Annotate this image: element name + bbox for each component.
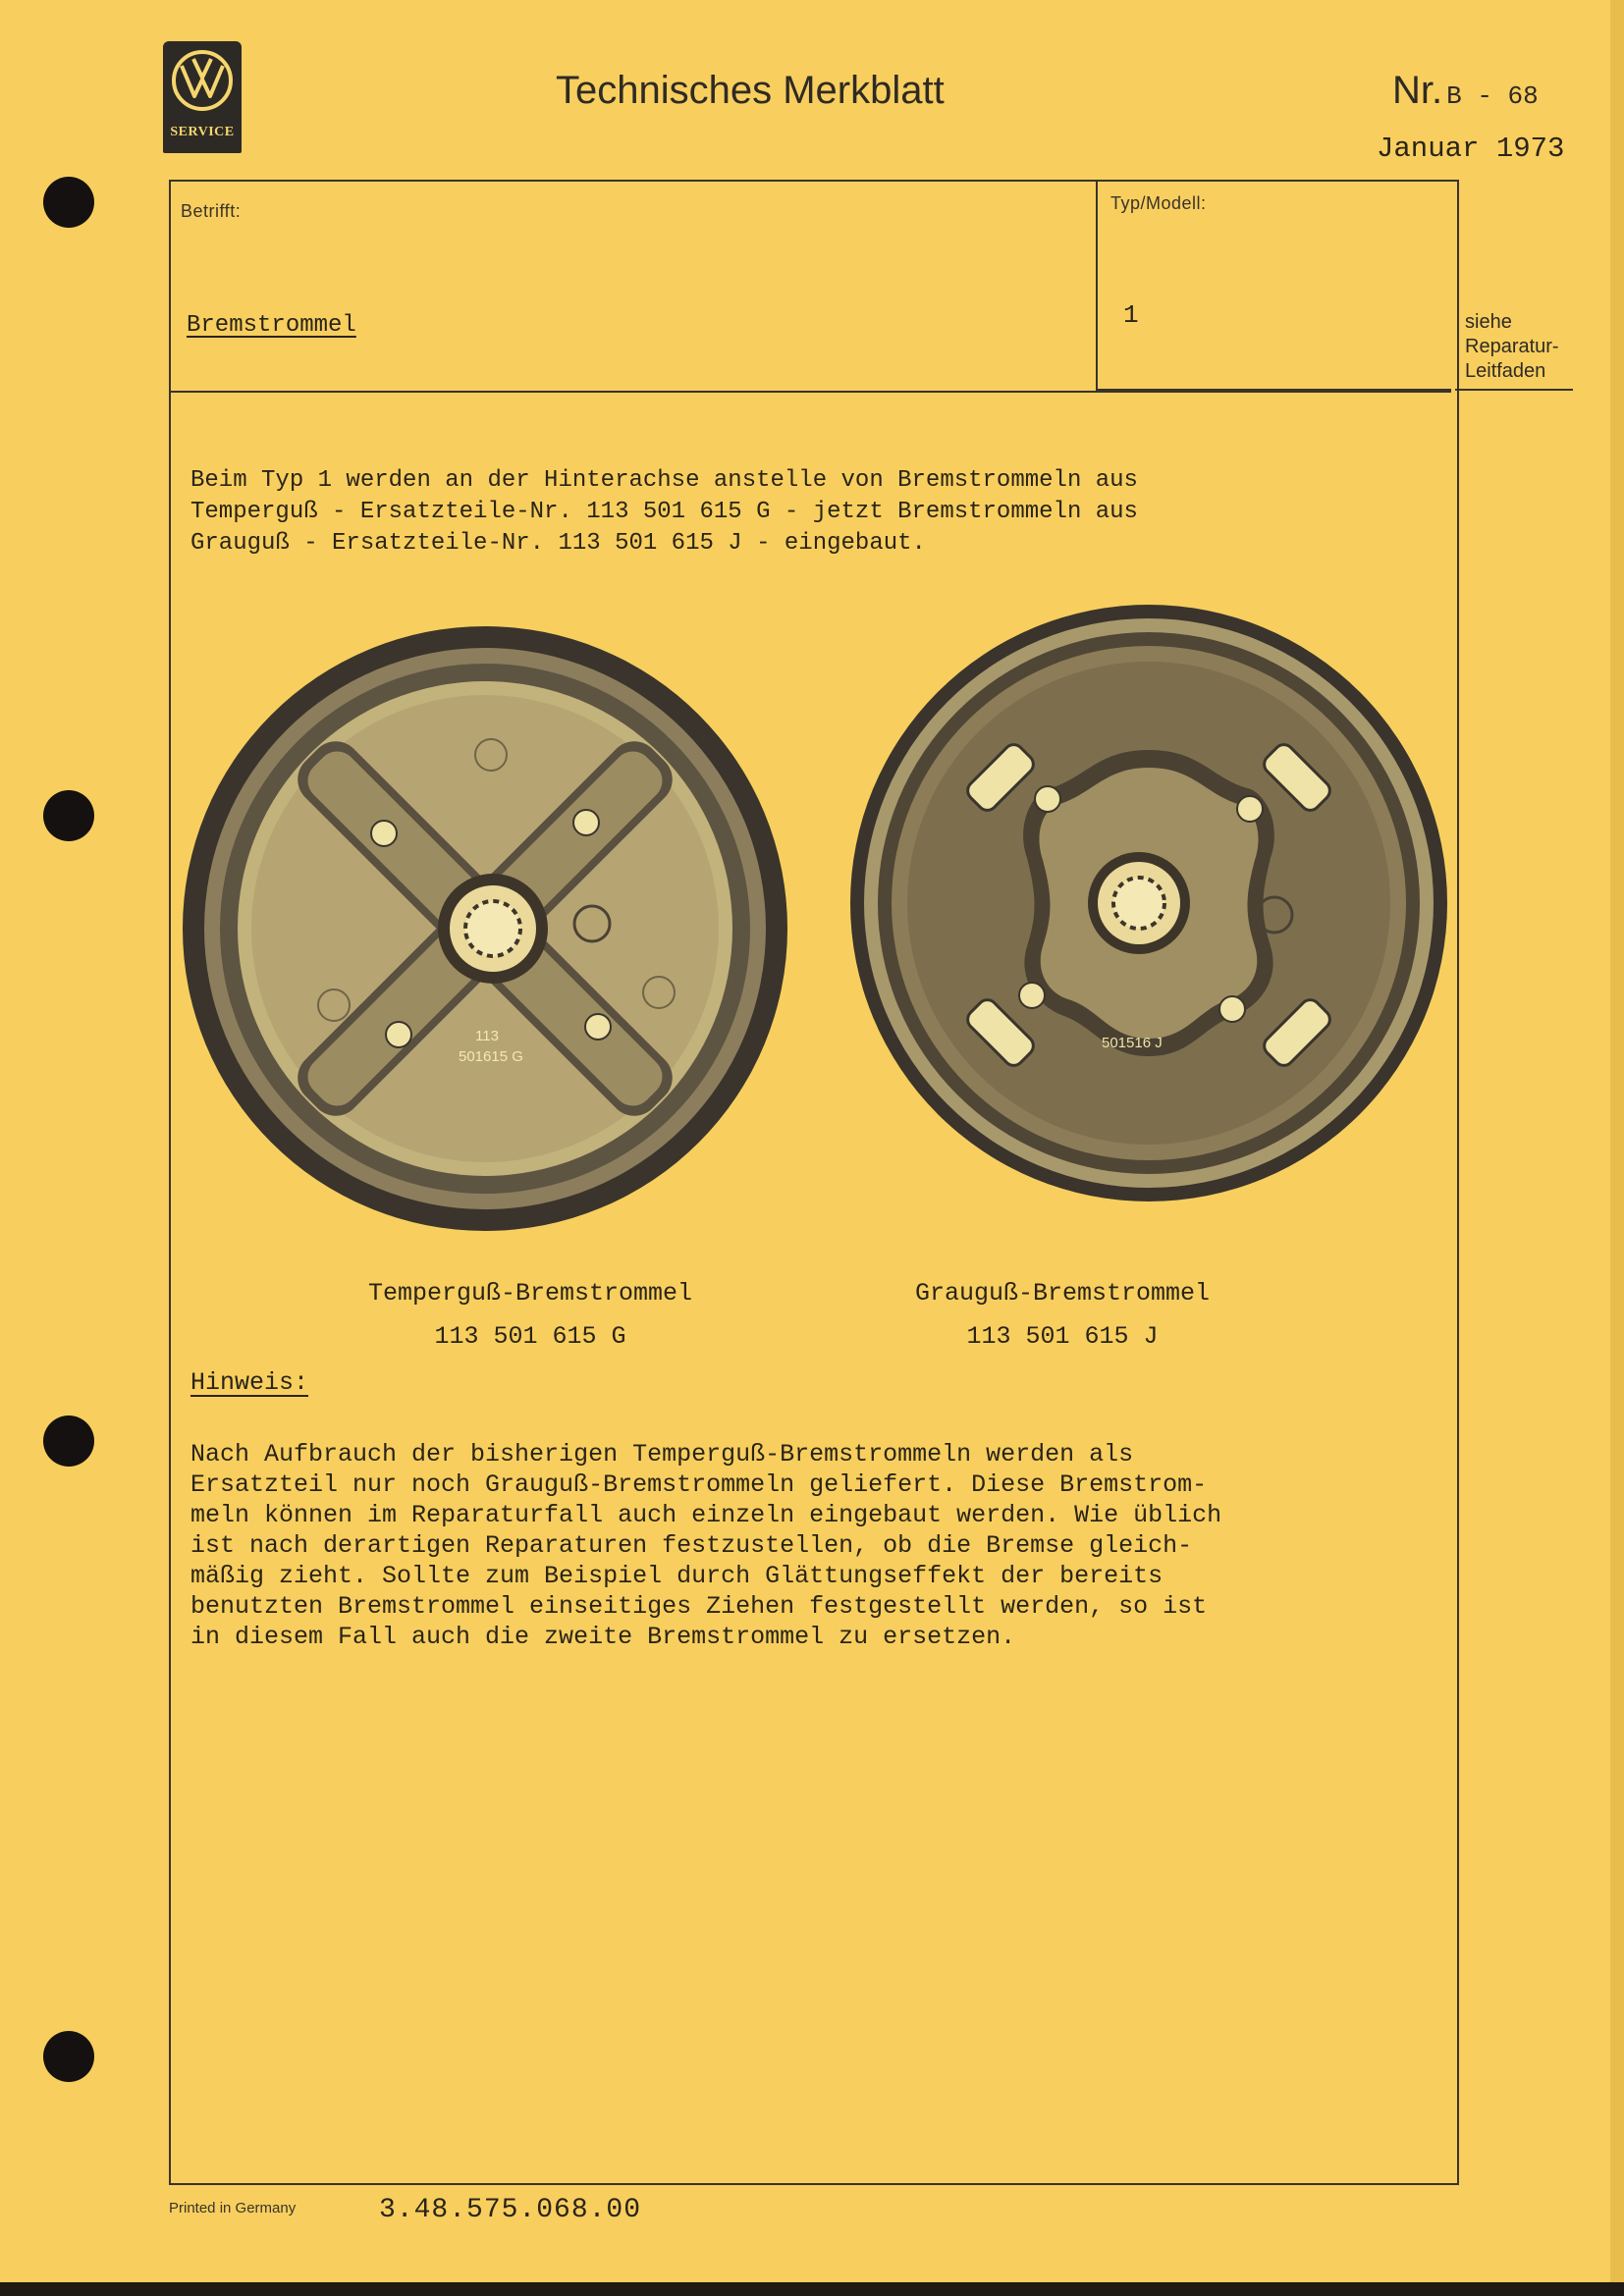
typ-modell-label: Typ/Modell: bbox=[1110, 193, 1207, 213]
temperguss-drum-image bbox=[181, 624, 789, 1233]
side-note: siehe Reparatur- Leitfaden bbox=[1465, 311, 1559, 382]
drum-stamp-text: 113 bbox=[475, 1028, 499, 1044]
document-code: 3.48.575.068.00 bbox=[379, 2195, 642, 2225]
page-edge bbox=[1610, 0, 1624, 2296]
drum-stamp-text: 501516 J bbox=[1102, 1035, 1163, 1051]
punch-hole bbox=[43, 790, 94, 841]
betrifft-label: Betrifft: bbox=[181, 201, 242, 221]
header-column-divider bbox=[1096, 180, 1098, 391]
figure-caption-title: Temperguß-Bremstrommel bbox=[367, 1279, 693, 1308]
scan-bottom-edge bbox=[0, 2282, 1624, 2296]
printed-in-label: Printed in Germany bbox=[169, 2200, 297, 2216]
document-date: Januar 1973 bbox=[1377, 133, 1565, 165]
side-note-rule bbox=[1455, 389, 1573, 391]
figure-caption-part: 113 501 615 G bbox=[434, 1322, 626, 1351]
intro-paragraph: Beim Typ 1 werden an der Hinterachse anstelle von Bremstrommeln aus Temperguß - Ersatzteile-Nr. 113 501 615 G - jetzt Bremstrommeln aus Grauguß - Ersatzteile-Nr. 113 501 615 J - eingebaut. bbox=[190, 467, 1138, 557]
drum-stamp-text: 501615 G bbox=[459, 1048, 523, 1065]
figure-caption bbox=[324, 1272, 736, 1359]
grauguss-drum-image bbox=[848, 603, 1449, 1203]
document-title: Technisches Merkblatt bbox=[556, 69, 945, 112]
figure-caption bbox=[856, 1272, 1269, 1359]
figure-caption-part: 113 501 615 J bbox=[966, 1322, 1159, 1351]
document-number bbox=[1392, 69, 1539, 113]
header-divider bbox=[1096, 389, 1451, 391]
nr-value: B - 68 bbox=[1446, 81, 1539, 111]
logo-service-text: SERVICE bbox=[170, 125, 235, 139]
betrifft-value: Bremstrommel bbox=[187, 312, 356, 339]
figure-caption-title: Grauguß-Bremstrommel bbox=[914, 1279, 1211, 1308]
nr-label: Nr. bbox=[1392, 69, 1443, 112]
punch-hole bbox=[43, 177, 94, 228]
vw-service-logo bbox=[163, 41, 242, 153]
punch-hole bbox=[43, 1415, 94, 1467]
note-paragraph: Nach Aufbrauch der bisherigen Temperguß-Bremstrommeln werden als Ersatzteil nur noch Grauguß-Bremstrommeln geliefert. Diese Bremstrom- meln können im Reparaturfall auch einzeln eingebaut werden. Wie üblich ist nach derartigen Reparaturen festzustellen, ob die Bremse gleich- mäßig zieht. Sollte zum Beispiel durch Glättungseffekt der bereits benutzten Bremstrommel einseitiges Ziehen festgestellt werden, so ist in diesem Fall auch die zweite Bremstrommel zu ersetzen. bbox=[190, 1440, 1222, 1651]
header-divider bbox=[169, 391, 1451, 393]
typ-modell-value: 1 bbox=[1123, 300, 1139, 330]
note-heading: Hinweis: bbox=[190, 1368, 309, 1397]
vw-emblem-icon bbox=[169, 47, 236, 114]
punch-hole bbox=[43, 2031, 94, 2082]
